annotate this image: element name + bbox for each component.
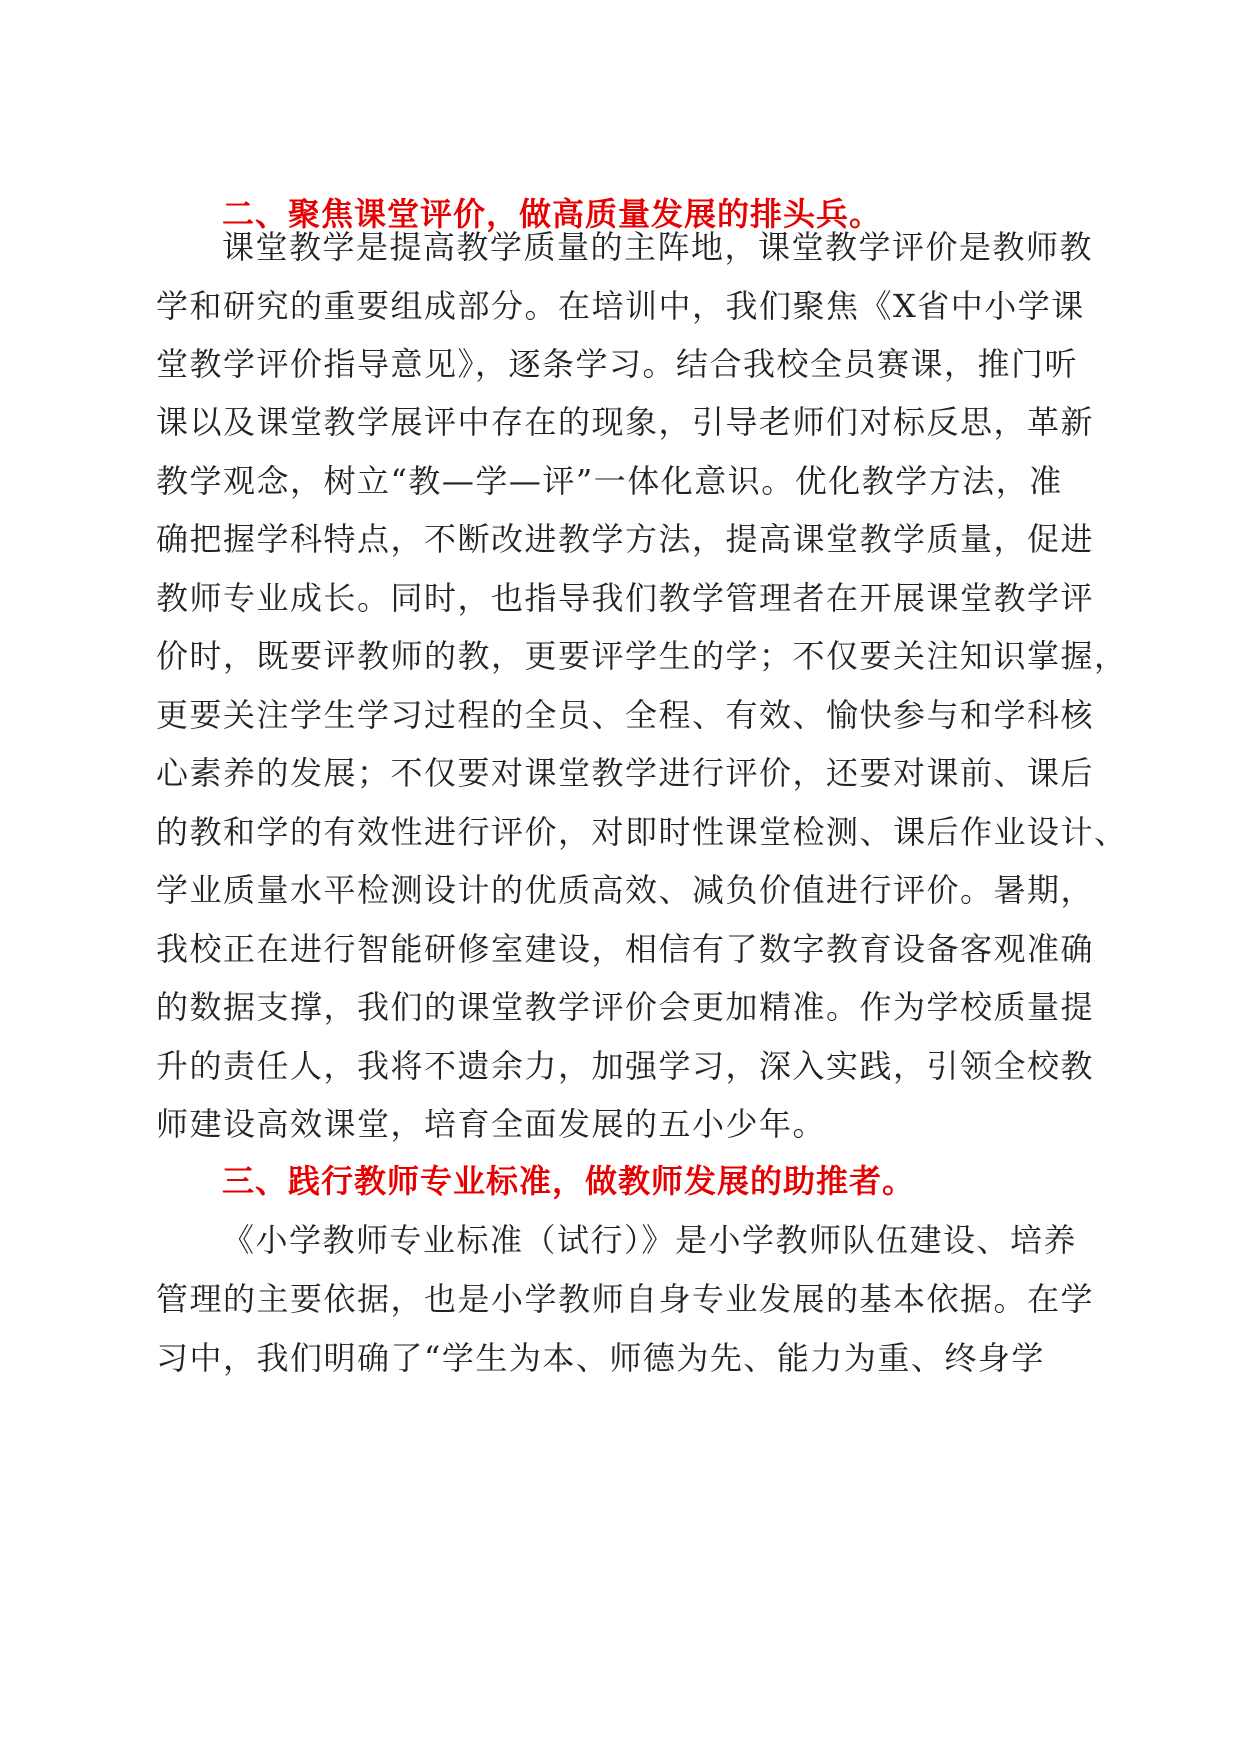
paragraph-line: 学和研究的重要组成部分。在培训中，我们聚焦《X省中小学课 — [156, 287, 1085, 325]
paragraph-line: 价时，既要评教师的教，更要评学生的学；不仅要关注知识掌握， — [156, 637, 1128, 675]
paragraph-line: 课堂教学是提高教学质量的主阵地，课堂教学评价是教师教 — [222, 228, 1094, 266]
paragraph-line: 我校正在进行智能研修室建设，相信有了数字教育设备客观准确 — [156, 930, 1095, 968]
paragraph-line: 习中，我们明确了“学生为本、师德为先、能力为重、终身学 — [156, 1339, 1045, 1377]
paragraph-line: 教学观念，树立“教—学—评”一体化意识。优化教学方法，准 — [156, 462, 1063, 500]
paragraph-line: 的教和学的有效性进行评价，对即时性课堂检测、课后作业设计、 — [156, 813, 1128, 851]
paragraph-line: 升的责任人，我将不遗余力，加强学习，深入实践，引领全校教 — [156, 1047, 1095, 1085]
paragraph-line: 更要关注学生学习过程的全员、全程、有效、愉快参与和学科核 — [156, 696, 1095, 734]
paragraph-line: 的数据支撑，我们的课堂教学评价会更加精准。作为学校质量提 — [156, 988, 1095, 1026]
section-heading-3: 三、践行教师专业标准，做教师发展的助推者。 — [222, 1162, 916, 1200]
paragraph-line: 学业质量水平检测设计的优质高效、减负价值进行评价。暑期， — [156, 871, 1095, 909]
section-heading-2: 二、聚焦课堂评价，做高质量发展的排头兵。 — [222, 195, 883, 233]
paragraph-line: 堂教学评价指导意见》，逐条学习。结合我校全员赛课，推门听 — [156, 345, 1079, 383]
paragraph-line: 《小学教师专业标准（试行）》是小学教师队伍建设、培养 — [222, 1221, 1078, 1259]
paragraph-line: 管理的主要依据，也是小学教师自身专业发展的基本依据。在学 — [156, 1280, 1095, 1318]
paragraph-line: 确把握学科特点，不断改进教学方法，提高课堂教学质量，促进 — [156, 520, 1095, 558]
paragraph-line: 课以及课堂教学展评中存在的现象，引导老师们对标反思，革新 — [156, 403, 1095, 441]
paragraph-line: 心素养的发展；不仅要对课堂教学进行评价，还要对课前、课后 — [156, 754, 1095, 792]
paragraph-line: 师建设高效课堂，培育全面发展的五小少年。 — [156, 1105, 827, 1143]
paragraph-line: 教师专业成长。同时，也指导我们教学管理者在开展课堂教学评 — [156, 579, 1095, 617]
